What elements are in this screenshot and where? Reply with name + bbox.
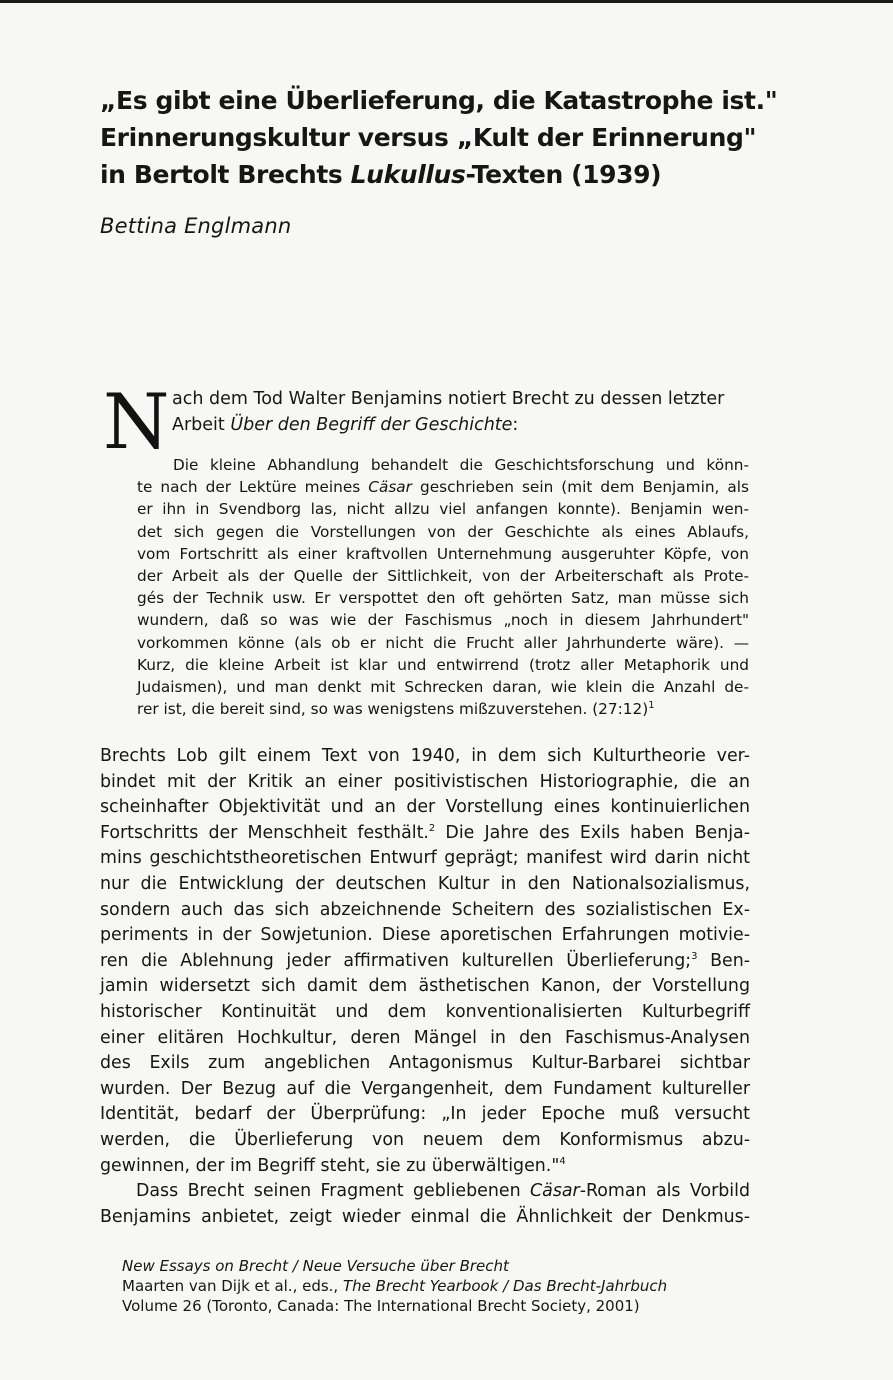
body-line: Identität, bedarf der Überprüfung: „In jeder Epoche muß versucht <box>100 1104 750 1125</box>
quote-line: wundern, daß so was wie der Faschismus „noch in diesem Jahrhundert" <box>137 611 749 630</box>
title-line-2: Erinnerungskultur versus „Kult der Erinnerung" <box>100 123 757 152</box>
block-quote <box>137 454 749 720</box>
footer-line-2: Maarten van Dijk et al., eds., The Brecht Yearbook / Das Brecht-Jahrbuch <box>122 1277 668 1295</box>
quote-line: Kurz, die kleine Arbeit ist klar und entwirrend (trotz aller Metaphorik und <box>137 655 749 674</box>
lead-line-1: ach dem Tod Walter Benjamins notiert Brecht zu dessen letzter <box>172 389 725 409</box>
title-line-1: „Es gibt eine Überlieferung, die Katastrophe ist." <box>100 86 778 115</box>
body-line: scheinhafter Objektivität und an der Vorstellung eines kontinuierlichen <box>100 797 750 818</box>
body-text <box>100 744 750 1230</box>
body-line: sondern auch das sich abzeichnende Scheitern des sozialistischen Ex- <box>100 899 750 920</box>
quote-line: vom Fortschritt als einer kraftvollen Unternehmung ausgeruhter Köpfe, von <box>137 544 749 563</box>
top-rule <box>0 0 893 3</box>
body-line: nur die Entwicklung der deutschen Kultur in den Nationalsozialismus, <box>100 873 750 894</box>
footer-line-3: Volume 26 (Toronto, Canada: The International Brecht Society, 2001) <box>122 1297 640 1315</box>
title-italic-lukullus: Lukullus <box>350 160 466 189</box>
body-line: einer elitären Hochkultur, deren Mängel in den Faschismus-Analysen <box>100 1027 750 1048</box>
body-line: Dass Brecht seinen Fragment gebliebenen Cäsar-Roman als Vorbild <box>136 1181 750 1202</box>
quote-line: rer ist, die bereit sind, so was wenigstens mißzuverstehen. (27:12)$^1$ <box>137 699 655 719</box>
body-line: wurden. Der Bezug auf die Vergangenheit, dem Fundament kultureller <box>100 1078 750 1099</box>
quote-line: te nach der Lektüre meines Cäsar geschrieben sein (mit dem Benjamin, als <box>137 478 749 497</box>
title-line-3: in Bertolt Brechts Lukullus-Texten (1939) <box>100 160 662 189</box>
body-line: jamin widersetzt sich damit dem ästhetischen Kanon, der Vorstellung <box>100 976 750 997</box>
quote-line: vorkommen könne (als ob er nicht die Frucht aller Jahrhunderte wäre). — <box>137 633 749 652</box>
quote-line: er ihn in Svendborg las, nicht allzu viel anfangen konnte). Benjamin wen- <box>137 500 749 519</box>
quote-line: det sich gegen die Vorstellungen von der Geschichte als eines Ablaufs, <box>137 522 749 541</box>
footnote-ref-1: 1 <box>648 699 655 711</box>
footnote-ref-3: 3 <box>691 950 698 962</box>
body-line: mins geschichtstheoretischen Entwurf geprägt; manifest wird darin nicht <box>100 848 750 869</box>
quote-line: der Arbeit als der Quelle der Sittlichkeit, von der Arbeiterschaft als Prote- <box>137 566 749 585</box>
body-line: bindet mit der Kritik an einer positivistischen Historiographie, die an <box>100 771 750 792</box>
quote-line: Die kleine Abhandlung behandelt die Geschichtsforschung und könn- <box>173 456 749 474</box>
body-line: Brechts Lob gilt einem Text von 1940, in dem sich Kulturtheorie ver- <box>100 746 750 766</box>
body-line: gewinnen, der im Begriff steht, sie zu überwältigen."$^4$ <box>100 1155 566 1176</box>
body-line: historischer Kontinuität und dem konventionalisierten Kulturbegriff <box>100 1001 750 1022</box>
body-line: ren die Ablehnung jeder affirmativen kulturellen Überlieferung;$^3$ Ben- <box>100 950 750 971</box>
body-line: periments in der Sowjetunion. Diese aporetischen Erfahrungen motivie- <box>100 925 750 946</box>
body-line: Fortschritts der Menschheit festhält.$^2$ Die Jahre des Exils haben Benja- <box>100 822 750 843</box>
body-line: des Exils zum angeblichen Antagonismus Kultur-Barbarei sichtbar <box>100 1053 750 1074</box>
body-line: werden, die Überlieferung von neuem dem Konformismus abzu- <box>100 1129 750 1150</box>
footnote-ref-4: 4 <box>559 1155 566 1167</box>
footnote-ref-2: 2 <box>428 822 436 834</box>
article-title <box>100 82 780 193</box>
drop-cap: N <box>103 377 170 466</box>
author-name: Bettina Englmann <box>100 214 292 238</box>
lead-line-2: Arbeit Über den Begriff der Geschichte: <box>172 415 519 435</box>
quote-line: gés der Technik usw. Er verspottet den oft gehörten Satz, man müsse sich <box>137 589 749 608</box>
footer-line-1: New Essays on Brecht / Neue Versuche über Brecht <box>122 1257 509 1275</box>
body-line: Benjamins anbietet, zeigt wieder einmal die Ähnlichkeit der Denkmus- <box>100 1206 750 1227</box>
quote-line: Judaismen), und man denkt mit Schrecken daran, wie klein die Anzahl de- <box>137 677 749 696</box>
publication-footer <box>122 1256 667 1316</box>
